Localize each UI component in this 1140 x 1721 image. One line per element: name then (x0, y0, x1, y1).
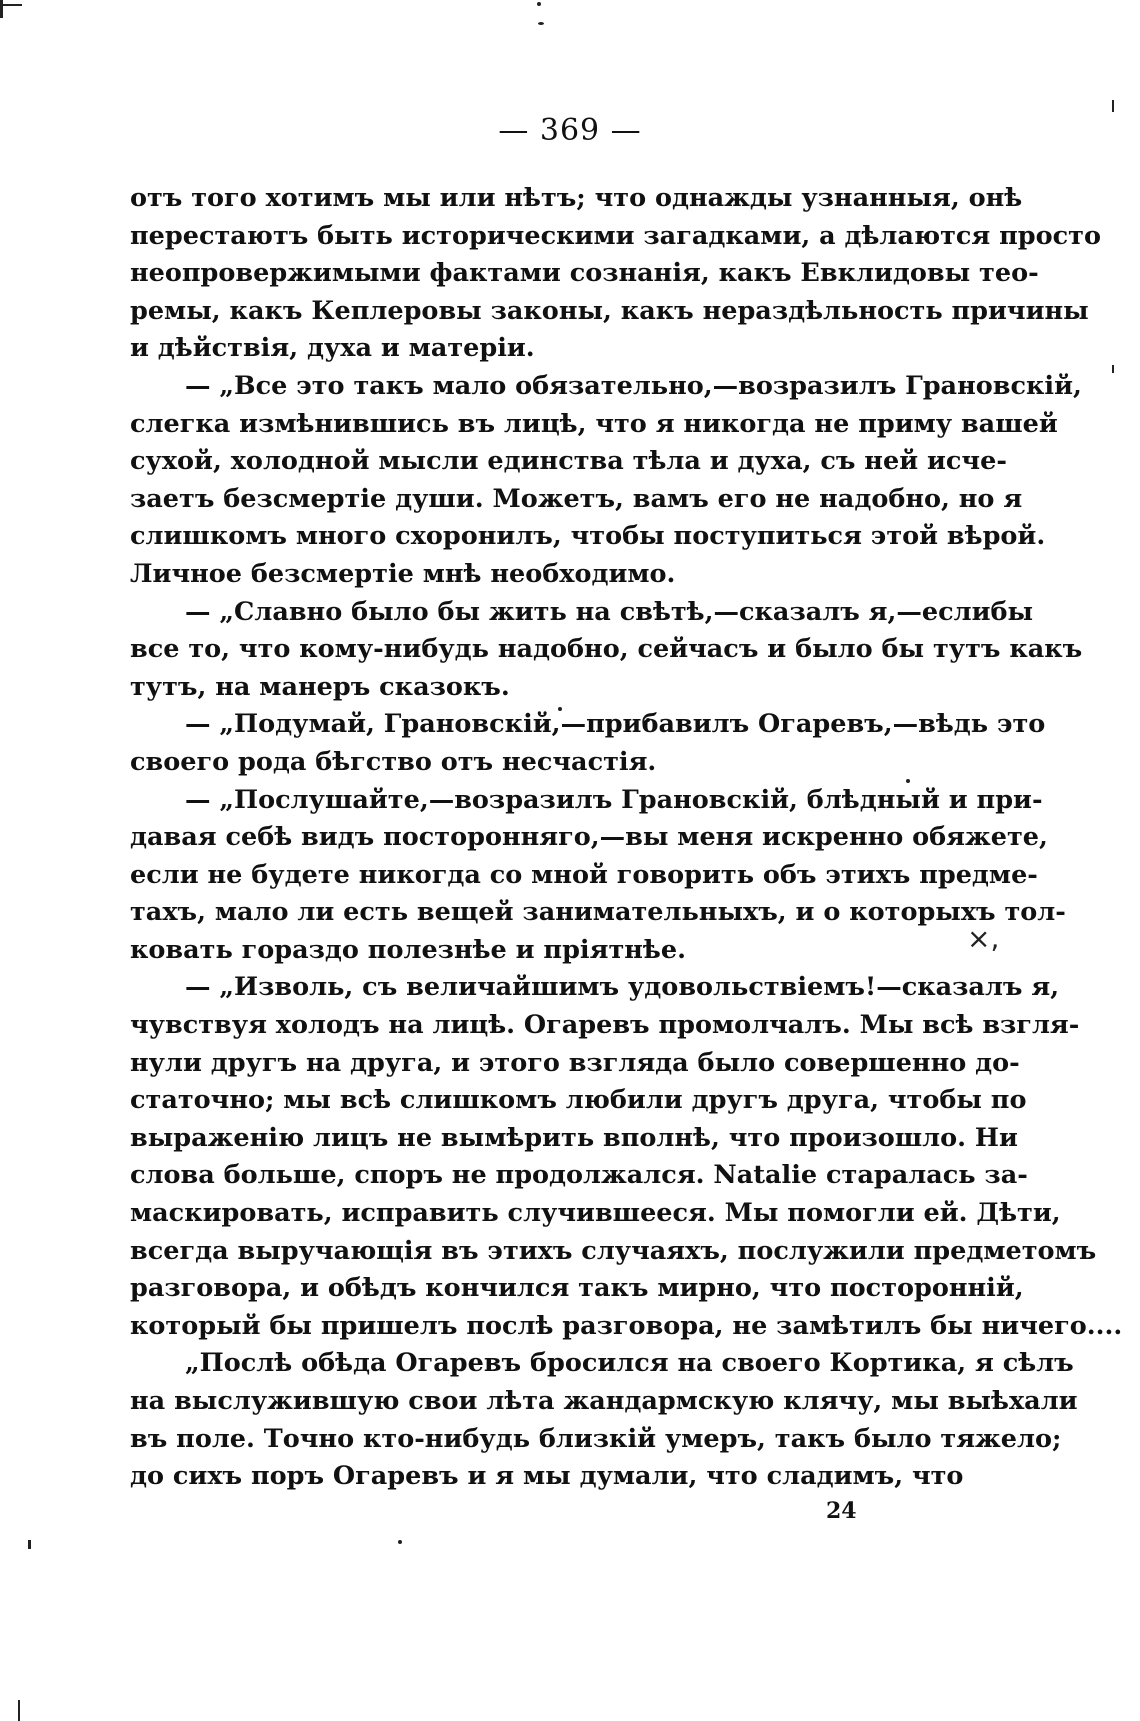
text-line: — „Изволь, съ величайшимъ удовольствіемъ!—сказалъ я, (185, 972, 1060, 1003)
text-line: который бы пришелъ послѣ разговора, не замѣтилъ бы ничего.... (130, 1310, 1123, 1341)
margin-mark (1112, 100, 1114, 112)
text-line: слова больше, споръ не продолжался. Natalie старалась за- (130, 1160, 1028, 1191)
signature-number: 24 (826, 1498, 857, 1524)
text-line: — „Подумай, Грановскій,—прибавилъ Огаревъ,—вѣдь это (185, 709, 1046, 740)
corner-mark (0, 4, 22, 6)
text-line: — „Все это такъ мало обязательно,—возразилъ Грановскій, (185, 370, 1082, 401)
speck (398, 1540, 402, 1544)
text-line: заетъ безсмертіе души. Можетъ, вамъ его не надобно, но я (130, 483, 1023, 514)
text-line: статочно; мы всѣ слишкомъ любили другъ друга, чтобы по (130, 1085, 1027, 1116)
text-line: все то, что кому-нибудь надобно, сейчасъ и было бы тутъ какъ (130, 634, 1083, 665)
speck (537, 2, 541, 6)
text-line: тахъ, мало ли есть вещей занимательныхъ, и о которыхъ тол- (130, 897, 1066, 928)
text-line: — „Славно было бы жить на свѣтѣ,—сказалъ я,—еслибы (185, 596, 1034, 627)
margin-annotation: ×, (967, 922, 1000, 955)
text-line: нули другъ на друга, и этого взгляда было совершенно до- (130, 1047, 1020, 1078)
text-line: маскировать, исправить случившееся. Мы помогли ей. Дѣти, (130, 1198, 1061, 1229)
margin-mark (18, 1700, 20, 1721)
text-body (130, 180, 1123, 1496)
text-line: сухой, холодной мысли единства тѣла и духа, съ ней исче- (130, 446, 1007, 477)
text-line: тутъ, на манеръ сказокъ. (130, 671, 510, 702)
text-line: всегда выручающія въ этихъ случаяхъ, послужили предметомъ (130, 1235, 1097, 1266)
text-line: отъ того хотимъ мы или нѣтъ; что однажды узнанныя, онѣ (130, 183, 1023, 213)
text-line: неопровержимыми фактами сознанія, какъ Евклидовы тео- (130, 258, 1039, 289)
text-line: выраженію лицъ не вымѣрить вполнѣ, что произошло. Ни (130, 1122, 1018, 1153)
margin-mark (28, 1540, 31, 1549)
speck (538, 22, 544, 25)
text-line: и дѣйствія, духа и матеріи. (130, 333, 535, 364)
text-line: слишкомъ много схоронилъ, чтобы поступиться этой вѣрой. (130, 521, 1046, 552)
text-line: слегка измѣнившись въ лицѣ, что я никогда не приму вашей (130, 408, 1058, 439)
text-line: ремы, какъ Кеплеровы законы, какъ нераздѣльность причины (130, 295, 1089, 326)
text-line: ковать гораздо полезнѣе и пріятнѣе. (130, 934, 686, 965)
text-line: на выслужившую свои лѣта жандармскую клячу, мы выѣхали (130, 1386, 1078, 1416)
text-line: — „Послушайте,—возразилъ Грановскій, блѣдный и при- (185, 784, 1043, 815)
text-line: своего рода бѣгство отъ несчастія. (130, 746, 657, 777)
text-line: до сихъ поръ Огаревъ и я мы думали, что сладимъ, что (130, 1461, 964, 1492)
text-line: если не будете никогда со мной говорить объ этихъ предме- (130, 859, 1038, 890)
margin-mark (1112, 365, 1114, 373)
page-number: — 369 — (498, 113, 642, 148)
text-line: перестаютъ быть историческими загадками, а дѣлаются просто (130, 220, 1101, 251)
text-line: „Послѣ обѣда Огаревъ бросился на своего Кортика, я сѣлъ (185, 1348, 1074, 1379)
text-line: въ поле. Точно кто-нибудь близкій умеръ, такъ было тяжело; (130, 1423, 1062, 1454)
corner-mark (0, 0, 3, 18)
text-line: Личное безсмертіе мнѣ необходимо. (130, 558, 676, 589)
text-line: давая себѣ видъ посторонняго,—вы меня искренно обяжете, (130, 822, 1048, 853)
text-line: разговора, и обѣдъ кончился такъ мирно, что посторонній, (130, 1273, 1024, 1304)
text-line: чувствуя холодъ на лицѣ. Огаревъ промолчалъ. Мы всѣ взгля- (130, 1010, 1080, 1041)
